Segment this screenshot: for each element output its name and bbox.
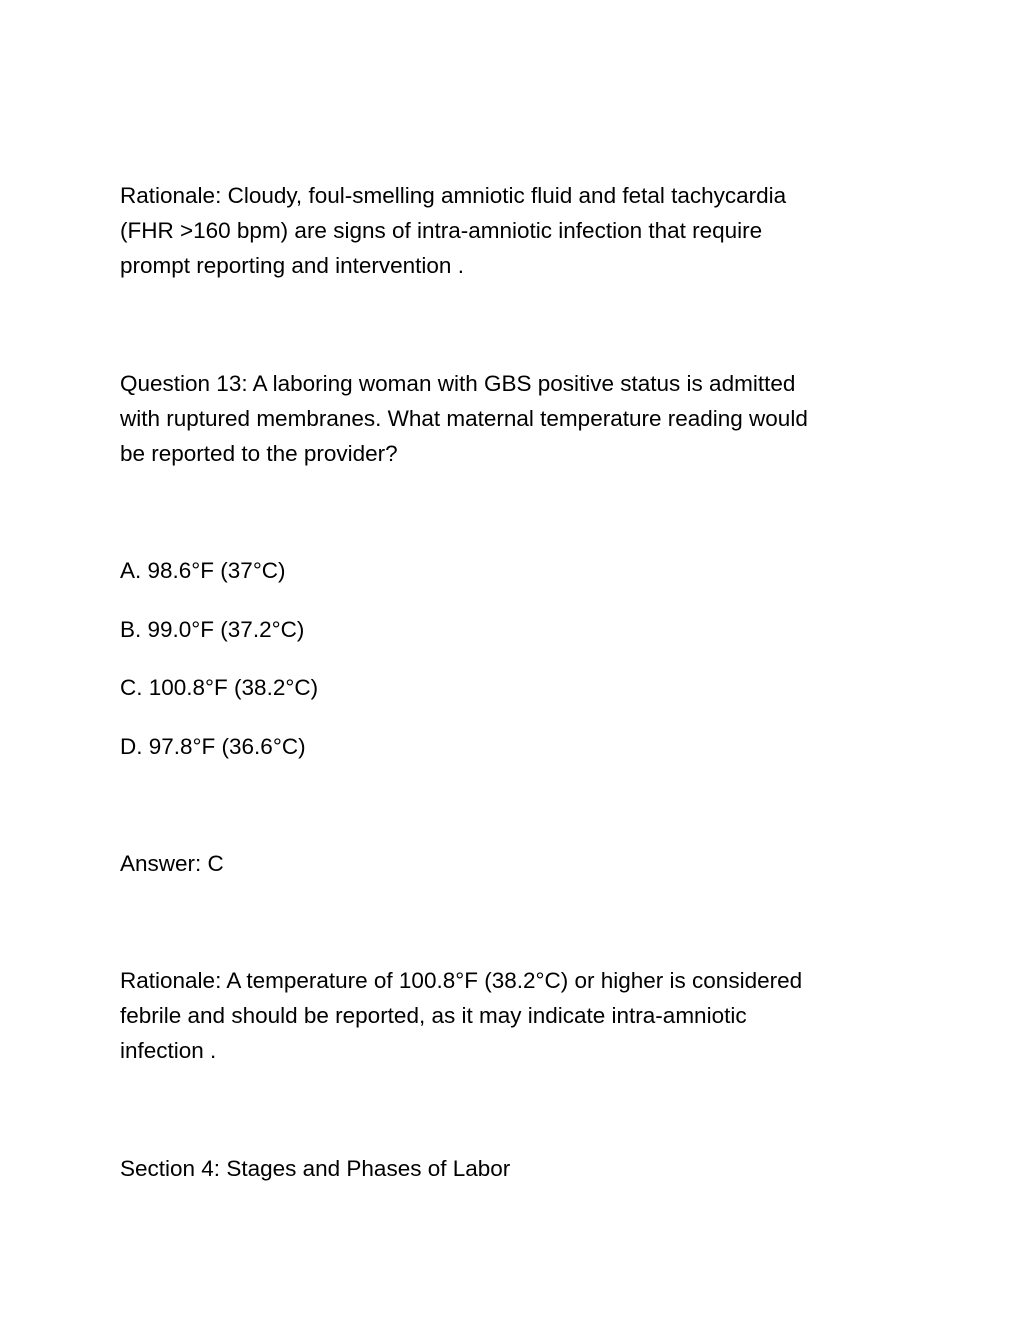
rationale-line: prompt reporting and intervention . [120, 253, 464, 278]
rationale-line: Rationale: Cloudy, foul-smelling amniotic fluid and fetal tachycardia [120, 183, 787, 208]
question-line: be reported to the provider? [120, 441, 398, 466]
answer-option-b: B. 99.0°F (37.2°C) [120, 617, 305, 642]
section-heading: Section 4: Stages and Phases of Labor [120, 1156, 511, 1181]
answer-option-c: C. 100.8°F (38.2°C) [120, 675, 319, 700]
rationale-line: infection . [120, 1038, 217, 1063]
answer-line: Answer: C [120, 851, 224, 876]
rationale-paragraph [120, 963, 910, 1068]
rationale-line: (FHR >160 bpm) are signs of intra-amniotic infection that require [120, 218, 763, 243]
rationale-line: febrile and should be reported, as it may indicate intra-amniotic [120, 1003, 747, 1028]
question-line: with ruptured membranes. What maternal temperature reading would [120, 406, 808, 431]
answer-option-a: A. 98.6°F (37°C) [120, 558, 286, 583]
question-paragraph [120, 366, 910, 471]
answer-option-d: D. 97.8°F (36.6°C) [120, 734, 306, 759]
question-line: Question 13: A laboring woman with GBS positive status is admitted [120, 371, 796, 396]
rationale-paragraph-previous [120, 178, 910, 283]
rationale-line: Rationale: A temperature of 100.8°F (38.2°C) or higher is considered [120, 968, 803, 993]
